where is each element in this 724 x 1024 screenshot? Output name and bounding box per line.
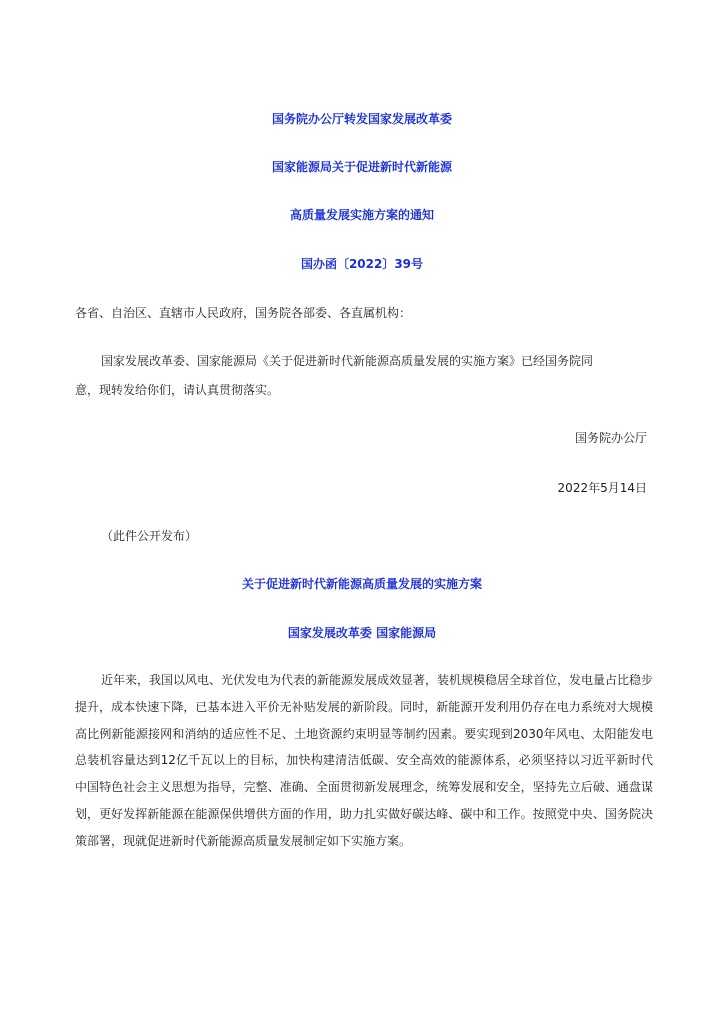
plan-issuer: 国家发展改革委 国家能源局 [287, 626, 437, 640]
notice-title-line-3: 高质量发展实施方案的通知 [289, 208, 434, 222]
issue-date: 2022年5月14日 [557, 481, 647, 495]
notice-title-line-1: 国务院办公厅转发国家发展改革委 [271, 112, 452, 126]
signature: 国务院办公厅 [574, 431, 647, 445]
notice-title-line-2: 国家能源局关于促进新时代新能源 [271, 160, 452, 174]
notice-body-line-1: 国家发展改革委、国家能源局《关于促进新时代新能源高质量发展的实施方案》已经国务院同 [101, 354, 594, 368]
document-number: 国办函〔2022〕39号 [300, 257, 424, 271]
notice-body-line-2: 意，现转发给你们，请认真贯彻落实。 [75, 383, 280, 397]
plan-title: 关于促进新时代新能源高质量发展的实施方案 [241, 577, 482, 591]
salutation: 各省、自治区、直辖市人民政府，国务院各部委、各直属机构： [75, 306, 412, 320]
plan-paragraph: 近年来，我国以风电、光伏发电为代表的新能源发展成效显著，装机规模稳居全球首位，发电量占比稳步提升，成本快速下降，已基本进入平价无补贴发展的新阶段。同时，新能源开发利用仍存在电力系统对大规模高比例新能源接网和消纳的适应性不足、土地资源约束明显等制约因素。要实现到2030年风电、太阳能发电总装机容量达到12亿千瓦以上的目标，加快构建清洁低碳、安全高效的能源体系，必须坚持以习近平新时代中国特色社会主义思想为指导，完整、准确、全面贯彻新发展理念，统筹发展和安全，坚持先立后破、通盘谋划，更好发挥新能源在能源保供增供方面的作用，助力扎实做好碳达峰、碳中和工作。按照党中央、国务院决策部署，现就促进新时代新能源高质量发展制定如下实施方案。 [75, 673, 654, 848]
publish-note: （此件公开发布） [101, 529, 198, 543]
